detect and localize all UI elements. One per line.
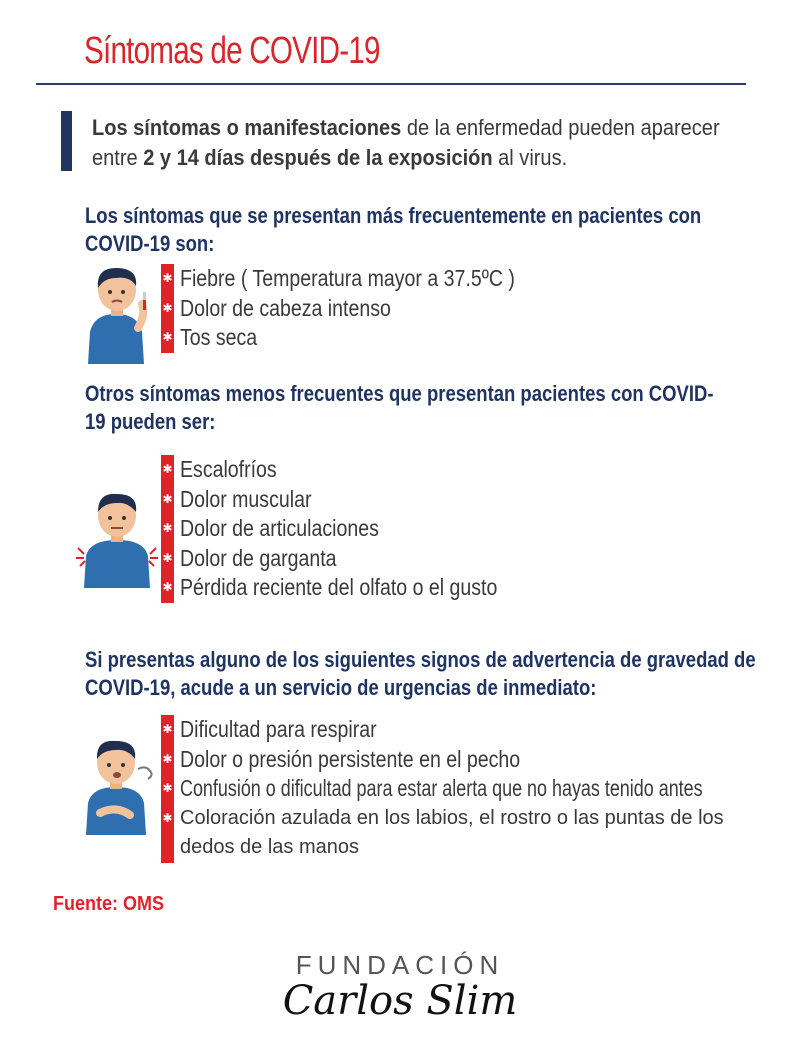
asterisk-icon: ✱: [161, 294, 174, 324]
list-item: ✱ Dolor o presión persistente en el pecho: [161, 745, 800, 775]
asterisk-icon: ✱: [161, 514, 174, 544]
list-item: ✱ Fiebre ( Temperatura mayor a 37.5ºC ): [161, 264, 574, 294]
list-item: ✱ Dolor de cabeza intenso: [161, 294, 574, 324]
list-item: ✱ Confusión o dificultad para estar alerta que no hayas tenido antes: [161, 774, 800, 804]
asterisk-icon: ✱: [161, 323, 174, 353]
intro-text-4: al virus.: [492, 145, 568, 170]
page-title: Síntomas de COVID-19: [84, 30, 380, 72]
logo-foundation-text: FUNDACIÓN: [295, 950, 505, 980]
asterisk-icon: ✱: [161, 544, 174, 574]
frequent-symptoms-list: [161, 264, 574, 353]
logo-signature: Carlos Slim: [282, 978, 518, 1024]
fever-person-illustration: [80, 262, 160, 364]
intro-bold-1: Los síntomas o manifestaciones: [92, 115, 402, 140]
intro-text-2: de la enfermedad pueden aparecer entre: [92, 115, 720, 170]
list-item: ✱ Escalofríos: [161, 455, 553, 485]
list-item: ✱ Dolor de garganta: [161, 544, 553, 574]
list-item: ✱ Coloración azulada en los labios, el rostro o las puntas de los dedos de las manos: [161, 804, 800, 863]
list-item: ✱ Dificultad para respirar: [161, 715, 800, 745]
intro-accent-bar: [61, 111, 72, 171]
intro-paragraph: [92, 113, 729, 173]
less-frequent-symptoms-list: [161, 455, 553, 603]
list-item: ✱ Dolor de articulaciones: [161, 514, 553, 544]
intro-bold-2: 2 y 14 días después de la exposición: [143, 145, 493, 170]
warning-signs-list: [161, 715, 800, 863]
asterisk-icon: ✱: [161, 745, 174, 775]
list-item: ✱ Dolor muscular: [161, 485, 553, 515]
title-divider: [36, 83, 746, 85]
asterisk-icon: ✱: [161, 264, 174, 294]
asterisk-icon: ✱: [161, 485, 174, 515]
section-heading-frequent: Los síntomas que se presentan más frecuentemente en pacientes con COVID-19 son:: [85, 203, 702, 256]
asterisk-icon: ✱: [161, 455, 174, 485]
list-item: ✱ Pérdida reciente del olfato o el gusto: [161, 573, 553, 603]
asterisk-icon: ✱: [161, 774, 174, 804]
asterisk-icon: ✱: [161, 804, 174, 863]
section-heading-warning-signs: Si presentas alguno de los siguientes signos de advertencia de gravedad de COVID-19, acude a un servicio de urgencias de inmediato:: [85, 647, 756, 700]
asterisk-icon: ✱: [161, 573, 174, 603]
source-note: Fuente: OMS: [53, 893, 165, 915]
chills-person-illustration: [72, 488, 162, 588]
list-item: ✱ Tos seca: [161, 323, 574, 353]
section-heading-less-frequent: Otros síntomas menos frecuentes que presentan pacientes con COVID-19 pueden ser:: [85, 381, 714, 434]
breathing-difficulty-person-illustration: [80, 735, 160, 835]
asterisk-icon: ✱: [161, 715, 174, 745]
